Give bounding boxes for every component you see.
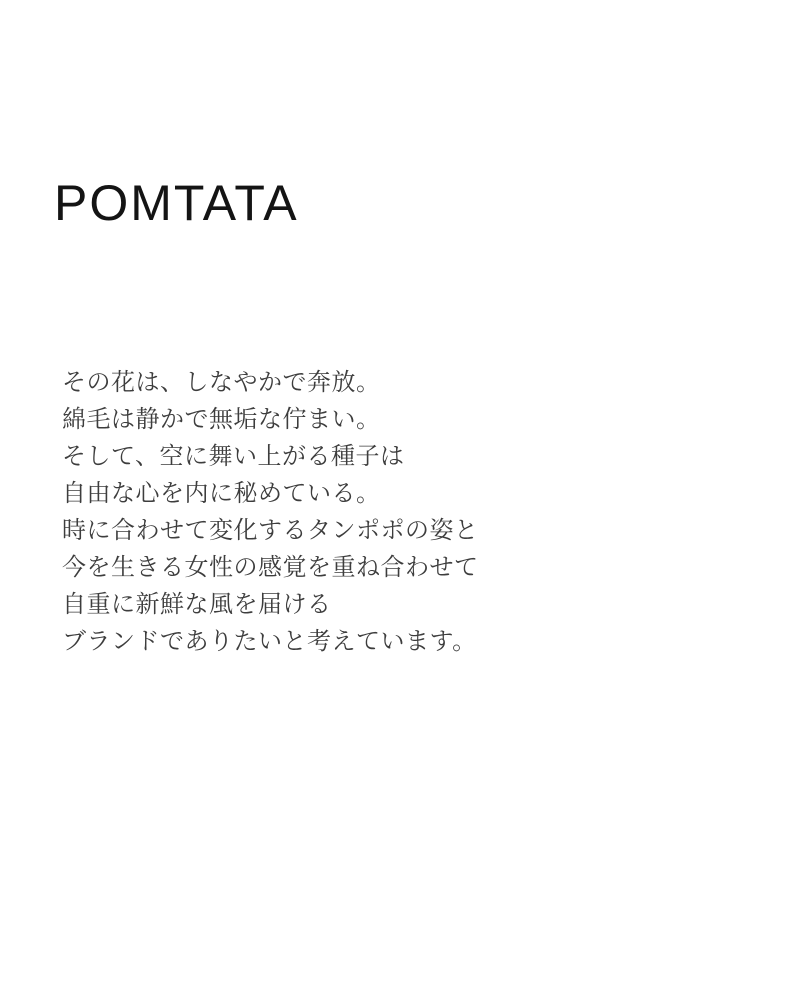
- brand-title: POMTATA: [54, 175, 299, 231]
- brand-statement: [62, 364, 479, 660]
- statement-line: 自由な心を内に秘めている。: [62, 480, 381, 507]
- statement-line: 今を生きる女性の感覚を重ね合わせて: [62, 554, 479, 581]
- statement-line: そして、空に舞い上がる種子は: [62, 443, 405, 470]
- statement-line: 自重に新鮮な風を届ける: [62, 591, 332, 618]
- statement-line: 綿毛は静かで無垢な佇まい。: [62, 406, 381, 433]
- statement-line: 時に合わせて変化するタンポポの姿と: [62, 517, 479, 544]
- statement-line: その花は、しなやかで奔放。: [62, 369, 381, 396]
- statement-line: ブランドでありたいと考えています。: [62, 628, 477, 655]
